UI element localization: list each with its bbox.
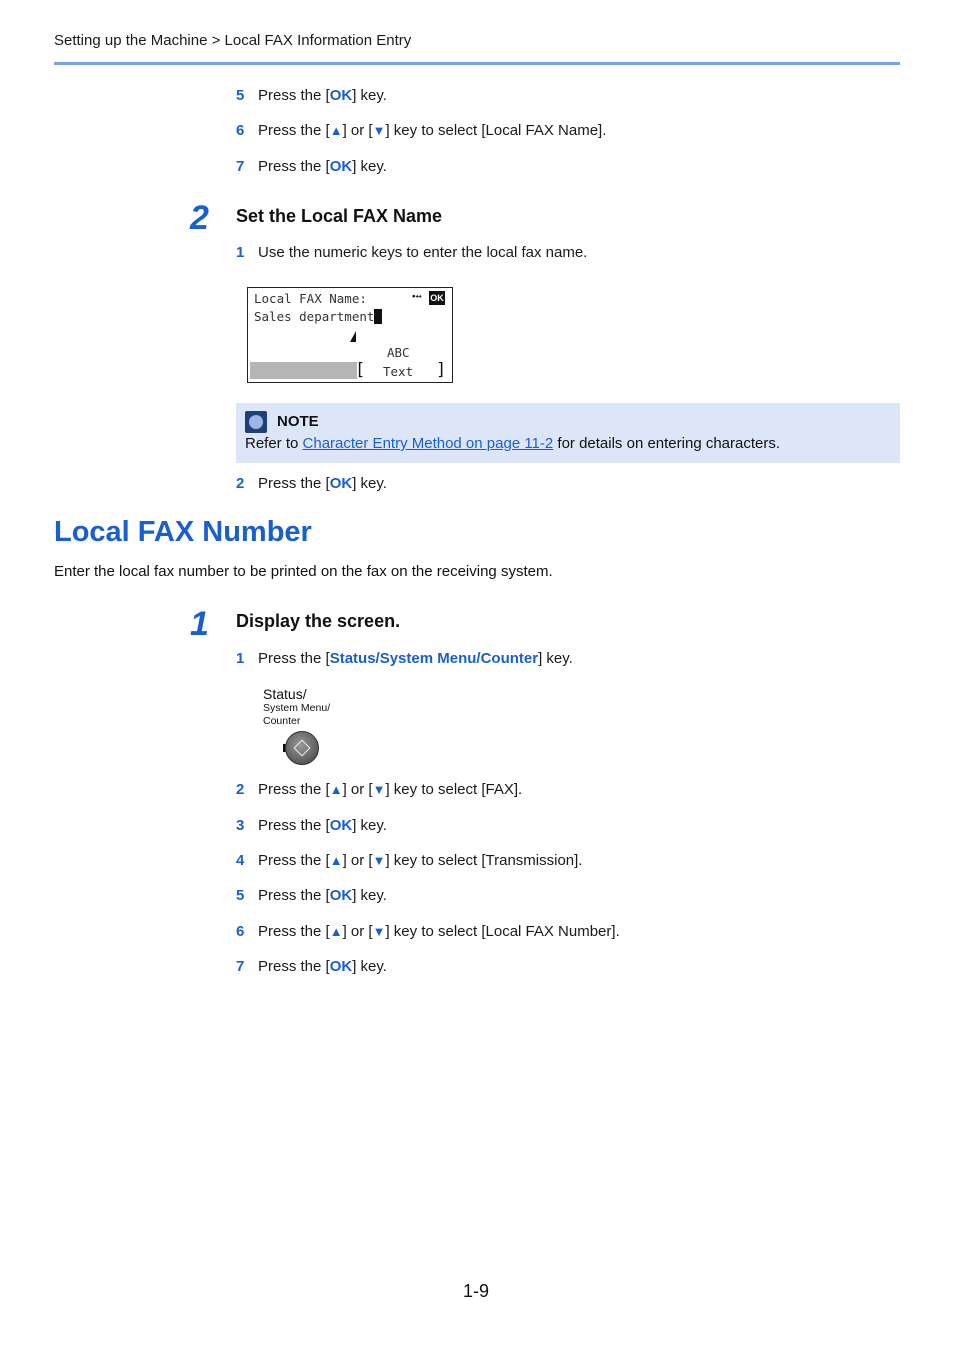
step-text: Press the [ xyxy=(258,781,330,798)
lcd-input-text: Sales department xyxy=(254,309,375,324)
step-number: 6 xyxy=(236,923,245,940)
lcd-screen xyxy=(247,287,453,383)
character-entry-link[interactable]: Character Entry Method on page 11-2 xyxy=(302,435,554,452)
down-arrow-icon: ▼ xyxy=(372,782,386,797)
step-number: 2 xyxy=(236,475,245,492)
step-text: Use the numeric keys to enter the local fax name. xyxy=(258,244,588,261)
navigation-arrows-icon: ⬩↔ xyxy=(412,291,422,302)
bracket-right-icon: ] xyxy=(436,360,447,380)
step-text: ] or [ xyxy=(342,781,373,798)
step-text: Press the [ xyxy=(258,158,330,175)
cursor-icon xyxy=(374,309,382,324)
step-5-press-ok xyxy=(236,887,387,904)
step-5-press-ok xyxy=(236,87,387,104)
lcd-line-2 xyxy=(254,309,382,324)
step-text: ] key to select [Local FAX Name]. xyxy=(385,122,607,139)
step-number: 4 xyxy=(236,852,245,869)
step-number: 2 xyxy=(236,781,245,798)
step-4-select-transmission xyxy=(236,852,582,869)
section-title: Local FAX Number xyxy=(54,516,312,548)
step-text: ] key. xyxy=(352,475,387,492)
step-text: ] key to select [Transmission]. xyxy=(385,852,583,869)
up-arrow-icon: ▲ xyxy=(329,123,343,138)
step-text: Press the [ xyxy=(258,475,330,492)
step-text: ] key. xyxy=(538,650,573,667)
note-text-post: for details on entering characters. xyxy=(553,435,781,452)
ok-key-label: OK xyxy=(329,87,353,104)
page-number: 1-9 xyxy=(463,1281,490,1301)
step-number: 7 xyxy=(236,958,245,975)
substep-press-status-key xyxy=(236,650,573,667)
substep-press-ok xyxy=(236,475,387,492)
ok-key-label: OK xyxy=(329,817,353,834)
ok-key-label: OK xyxy=(329,887,353,904)
step-number: 6 xyxy=(236,122,245,139)
step-text: Press the [ xyxy=(258,958,330,975)
major-step-number: 2 xyxy=(190,199,209,237)
key-label-line-3: Counter xyxy=(263,715,301,727)
step-2-select-fax xyxy=(236,781,522,798)
signal-triangle-icon xyxy=(350,331,356,342)
step-text: ] key to select [Local FAX Number]. xyxy=(385,923,620,940)
step-title: Set the Local FAX Name xyxy=(236,206,443,226)
step-text: ] or [ xyxy=(342,852,373,869)
major-step-number: 1 xyxy=(190,605,209,643)
up-arrow-icon: ▲ xyxy=(329,782,343,797)
note-title: NOTE xyxy=(277,413,319,430)
step-text: ] key. xyxy=(352,817,387,834)
up-arrow-icon: ▲ xyxy=(329,924,343,939)
step-text: Press the [ xyxy=(258,923,330,940)
note-text xyxy=(245,435,780,452)
step-number: 7 xyxy=(236,158,245,175)
ok-key-label: OK xyxy=(329,958,353,975)
step-text: Press the [ xyxy=(258,122,330,139)
step-text: ] key to select [FAX]. xyxy=(385,781,523,798)
section-description: Enter the local fax number to be printed on the fax on the receiving system. xyxy=(54,563,553,580)
down-arrow-icon: ▼ xyxy=(372,853,386,868)
ok-badge-icon: OK xyxy=(430,293,444,303)
down-arrow-icon: ▼ xyxy=(372,123,386,138)
bracket-left-icon: [ xyxy=(355,360,366,380)
step-7-press-ok xyxy=(236,158,387,175)
header-rule xyxy=(54,62,900,65)
step-text: ] or [ xyxy=(342,923,373,940)
ok-key-label: OK xyxy=(329,475,353,492)
step-text: ] or [ xyxy=(342,122,373,139)
down-arrow-icon: ▼ xyxy=(372,924,386,939)
step-text: Press the [ xyxy=(258,852,330,869)
lcd-mode-label: ABC xyxy=(387,345,410,360)
step-text: ] key. xyxy=(352,158,387,175)
note-box xyxy=(236,403,900,463)
key-label-line-2: System Menu/ xyxy=(263,702,331,714)
softkey-bar xyxy=(250,362,357,379)
step-text: Press the [ xyxy=(258,887,330,904)
note-icon xyxy=(245,411,267,433)
step-title: Display the screen. xyxy=(236,611,401,631)
status-key-label: Status/System Menu/Counter xyxy=(329,650,539,667)
step-6-select-local-fax-name xyxy=(236,122,606,139)
step-number: 3 xyxy=(236,817,245,834)
step-number: 5 xyxy=(236,87,245,104)
ok-key-label: OK xyxy=(329,158,353,175)
step-number: 1 xyxy=(236,650,245,667)
step-7-press-ok xyxy=(236,958,387,975)
softkey-text-label: Text xyxy=(383,364,414,379)
key-label-line-1: Status/ xyxy=(263,686,307,702)
lcd-line-1: Local FAX Name: xyxy=(254,291,367,306)
step-6-select-local-fax-number xyxy=(236,923,620,940)
step-text: ] key. xyxy=(352,87,387,104)
breadcrumb: Setting up the Machine > Local FAX Information Entry xyxy=(54,32,412,49)
note-text-pre: Refer to xyxy=(245,435,303,452)
step-number: 1 xyxy=(236,244,245,261)
step-text: ] key. xyxy=(352,958,387,975)
step-text: ] key. xyxy=(352,887,387,904)
step-text: Press the [ xyxy=(258,650,330,667)
step-3-press-ok xyxy=(236,817,387,834)
step-text: Press the [ xyxy=(258,817,330,834)
status-system-menu-key-graphic xyxy=(263,686,353,768)
step-number: 5 xyxy=(236,887,245,904)
up-arrow-icon: ▲ xyxy=(329,853,343,868)
status-key-button-icon xyxy=(285,731,319,765)
step-text: Press the [ xyxy=(258,87,330,104)
substep-enter-name xyxy=(236,244,587,261)
